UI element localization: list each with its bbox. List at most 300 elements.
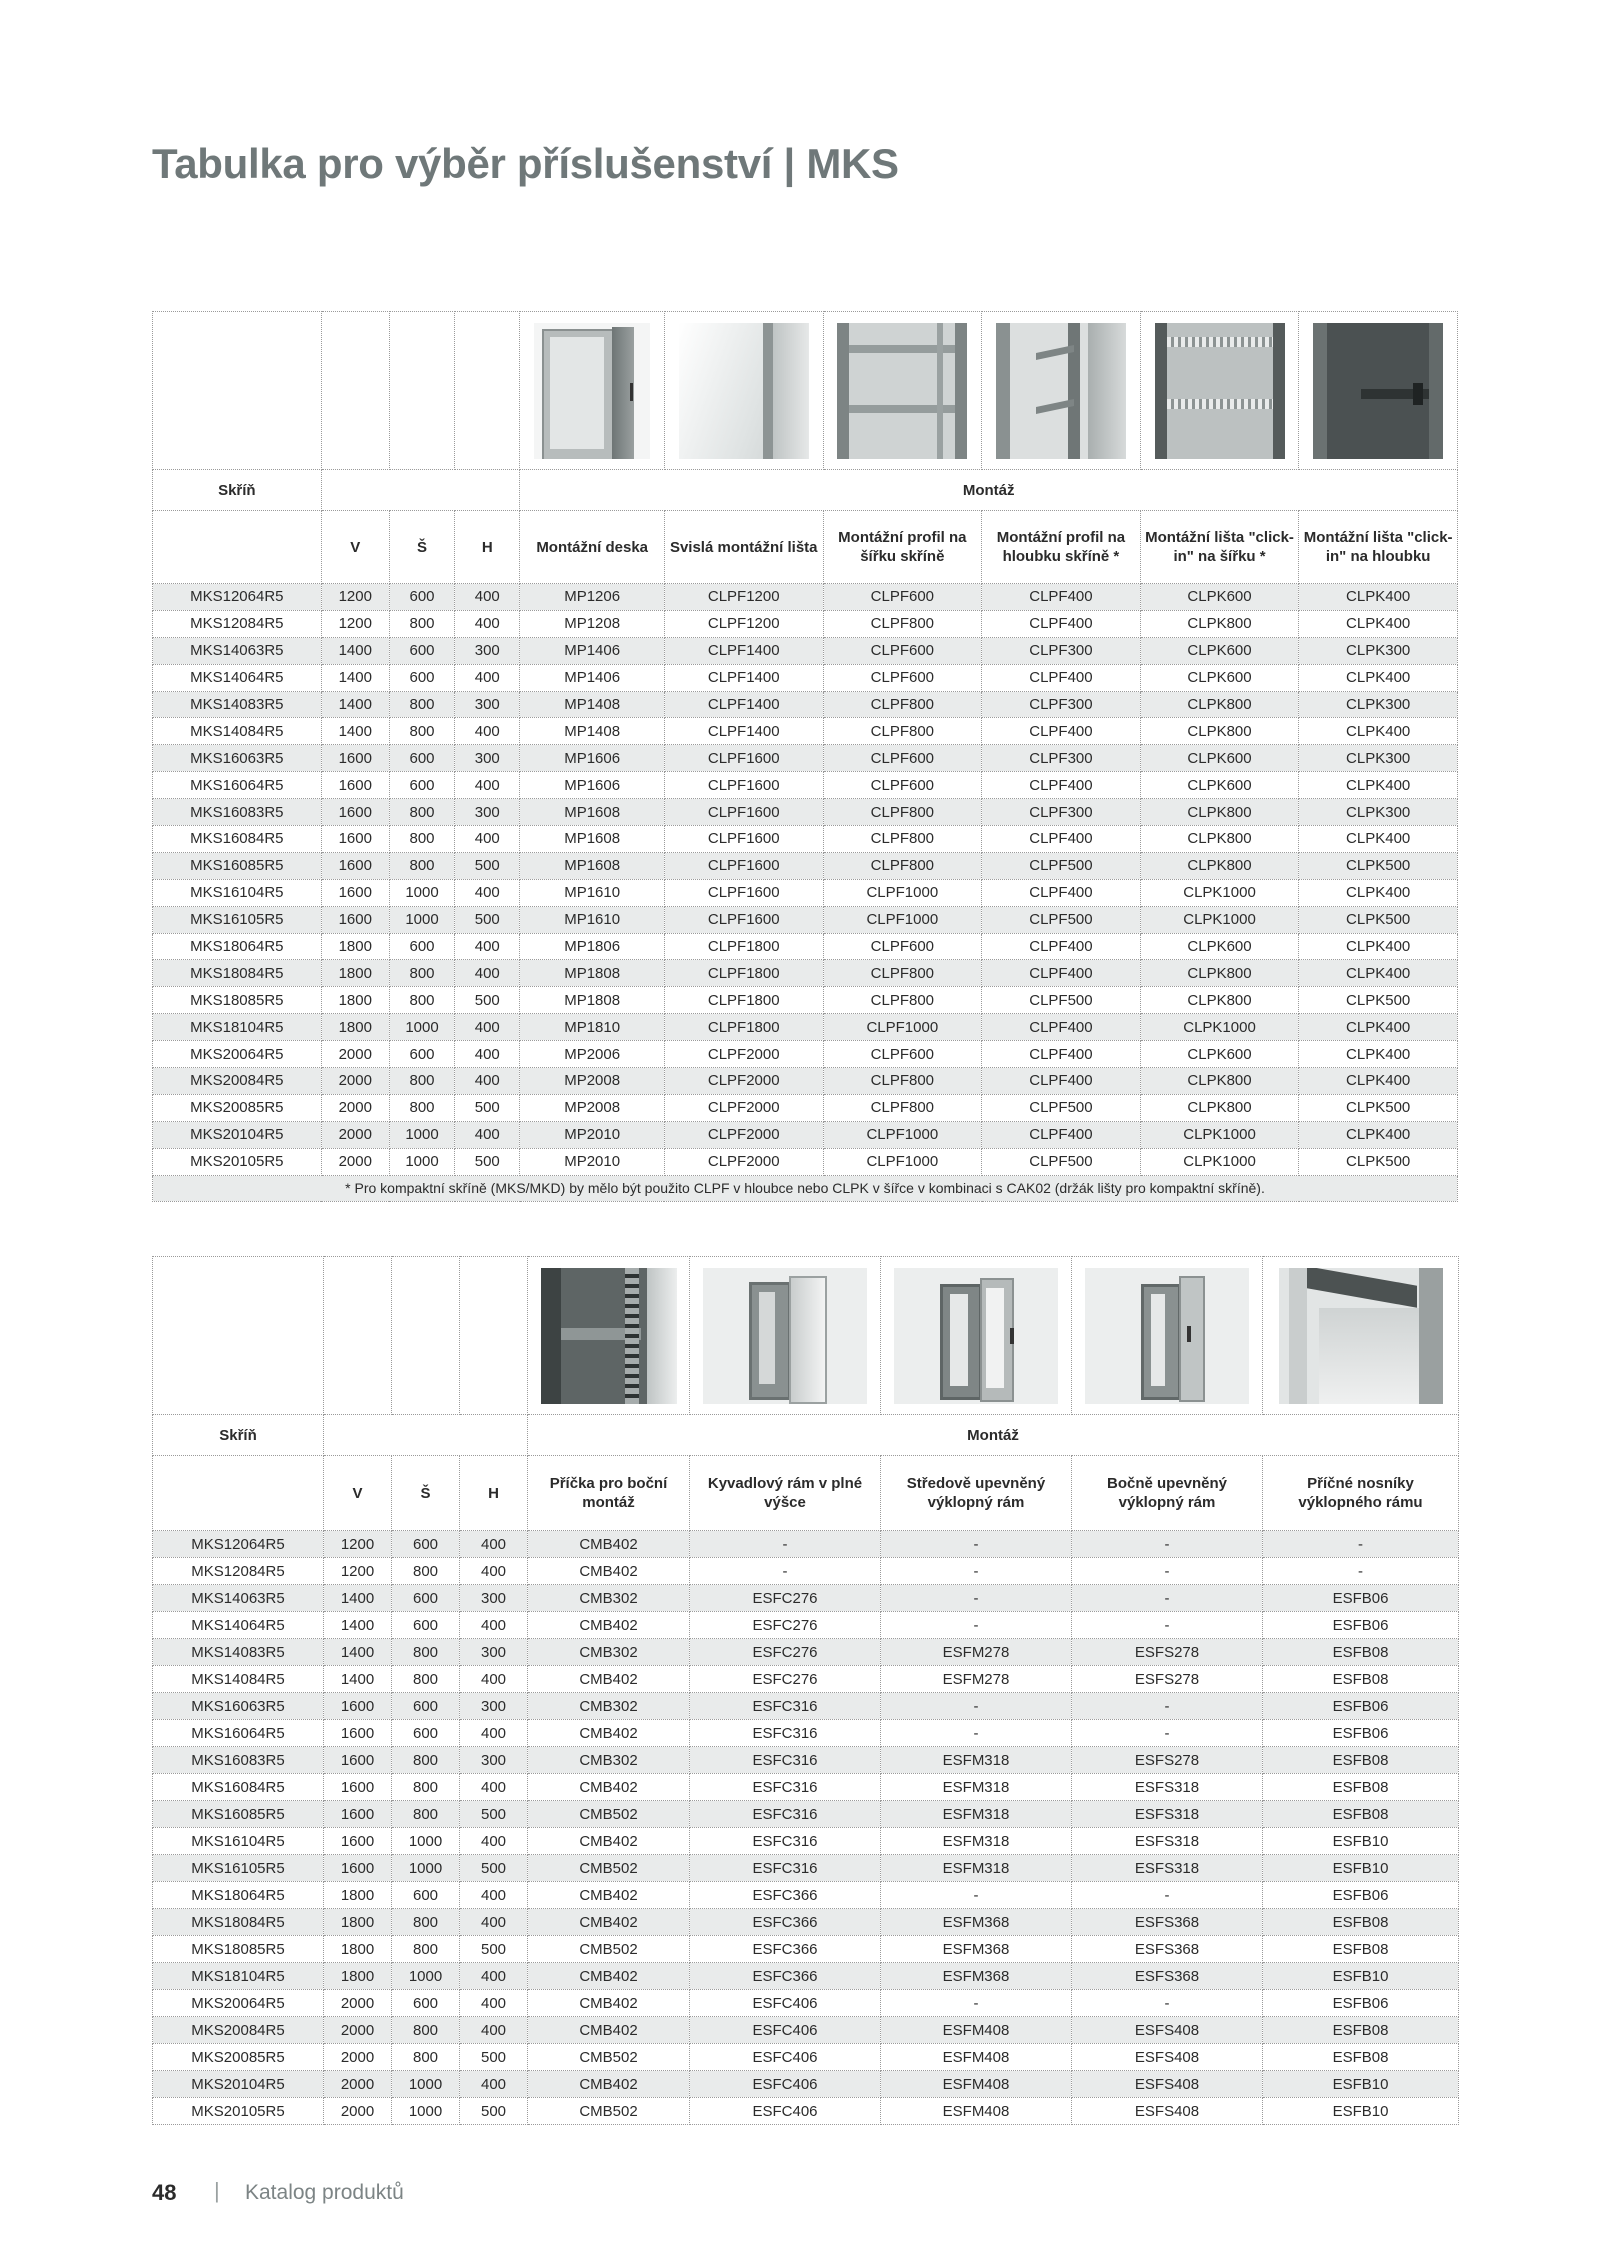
table-cell: ESFM408 (881, 2017, 1072, 2044)
table-cell: CLPF400 (982, 933, 1141, 960)
column-header (153, 511, 322, 584)
table-cell: ESFS368 (1072, 1936, 1263, 1963)
column-header: Svislá montážní lišta (664, 511, 823, 584)
table-cell: 1600 (324, 1801, 392, 1828)
center-swing-frame-photo (881, 1257, 1072, 1415)
table-cell: 800 (389, 852, 454, 879)
table-cell: CLPK500 (1299, 1094, 1458, 1121)
table-cell: 400 (455, 1121, 520, 1148)
table-row (153, 1148, 1458, 1175)
cabinet-code-cell: MKS14083R5 (153, 1639, 324, 1666)
table-row (153, 1720, 1459, 1747)
table-cell: CLPF1000 (823, 879, 982, 906)
table-row (153, 2098, 1459, 2125)
table-cell: ESFC276 (690, 1666, 881, 1693)
table-cell: 500 (460, 1936, 528, 1963)
table-cell: CLPK1000 (1140, 879, 1299, 906)
cabinet-code-cell: MKS16083R5 (153, 799, 322, 826)
empty-cell (460, 1257, 528, 1415)
cabinet-code-cell: MKS16084R5 (153, 1774, 324, 1801)
table-cell: ESFB08 (1263, 1639, 1459, 1666)
table-row (153, 906, 1458, 933)
table-cell: ESFS368 (1072, 1963, 1263, 1990)
cabinet-code-cell: MKS14083R5 (153, 691, 322, 718)
column-header: Středově upevněný výklopný rám (881, 1456, 1072, 1531)
table-cell: - (881, 1558, 1072, 1585)
table-cell: 400 (455, 1068, 520, 1095)
table-cell: CLPK600 (1140, 1041, 1299, 1068)
table-cell: 600 (392, 1882, 460, 1909)
table-cell: 600 (389, 637, 454, 664)
table-cell: ESFM318 (881, 1747, 1072, 1774)
table-cell: CLPF400 (982, 1121, 1141, 1148)
cabinet-code-cell: MKS14084R5 (153, 1666, 324, 1693)
empty-cell (389, 312, 454, 470)
table-cell: 1800 (321, 1014, 389, 1041)
table-cell: 400 (460, 1882, 528, 1909)
cabinet-code-cell: MKS18084R5 (153, 960, 322, 987)
table-cell: ESFB08 (1263, 1774, 1459, 1801)
table-cell: CLPF1600 (664, 879, 823, 906)
table-cell: ESFS278 (1072, 1639, 1263, 1666)
table-cell: 400 (460, 1774, 528, 1801)
table-cell: 800 (392, 1558, 460, 1585)
table-cell: CLPF600 (823, 664, 982, 691)
group-header-cabinet: Skříň (153, 470, 322, 511)
cabinet-code-cell: MKS20105R5 (153, 1148, 322, 1175)
table-cell: MP1406 (520, 637, 665, 664)
table-cell: CLPF300 (982, 691, 1141, 718)
table-cell: ESFB08 (1263, 1747, 1459, 1774)
table-cell: ESFC316 (690, 1693, 881, 1720)
table-cell: CLPF1600 (664, 852, 823, 879)
column-header: Montážní lišta "click-in" na hloubku (1299, 511, 1458, 584)
table-cell: 400 (460, 1666, 528, 1693)
table-cell: - (881, 1990, 1072, 2017)
table-cell: MP1806 (520, 933, 665, 960)
cabinet-code-cell: MKS16064R5 (153, 772, 322, 799)
table-cell: 400 (460, 1531, 528, 1558)
table-cell: ESFM368 (881, 1936, 1072, 1963)
table-cell: 400 (455, 584, 520, 611)
column-header: Montážní profil na šířku skříně (823, 511, 982, 584)
click-in-width-rail-photo (1140, 312, 1299, 470)
empty-cell (321, 312, 389, 470)
table-cell: 2000 (324, 2017, 392, 2044)
cabinet-code-cell: MKS18064R5 (153, 933, 322, 960)
table-cell: MP1810 (520, 1014, 665, 1041)
cabinet-code-cell: MKS12064R5 (153, 584, 322, 611)
cabinet-code-cell: MKS16104R5 (153, 879, 322, 906)
table-cell: CLPF800 (823, 1094, 982, 1121)
table-cell: CLPK800 (1140, 852, 1299, 879)
table-cell: 600 (389, 1041, 454, 1068)
table-cell: ESFB08 (1263, 1936, 1459, 1963)
table-cell: 800 (389, 1094, 454, 1121)
table-cell: - (881, 1693, 1072, 1720)
table-cell: 1800 (321, 960, 389, 987)
table-row (153, 691, 1458, 718)
table-row (153, 1041, 1458, 1068)
table-cell: 400 (460, 2017, 528, 2044)
table-cell: CLPK300 (1299, 745, 1458, 772)
table-cell: MP1808 (520, 960, 665, 987)
table-cell: - (881, 1720, 1072, 1747)
table-cell: 1200 (321, 610, 389, 637)
table-cell: CLPF800 (823, 826, 982, 853)
table-row (153, 1963, 1459, 1990)
table-cell: ESFM368 (881, 1909, 1072, 1936)
table-cell: MP1608 (520, 826, 665, 853)
accessory-table-mounting (152, 311, 1458, 1202)
table-cell: CLPK400 (1299, 664, 1458, 691)
table-cell: CLPF400 (982, 664, 1141, 691)
table-row (153, 1909, 1459, 1936)
table-cell: ESFC316 (690, 1828, 881, 1855)
table-cell: 600 (392, 1612, 460, 1639)
cabinet-code-cell: MKS18104R5 (153, 1963, 324, 1990)
table-cell: - (1072, 1558, 1263, 1585)
table-cell: 800 (392, 1747, 460, 1774)
table-cell: 1600 (324, 1855, 392, 1882)
table-cell: MP1608 (520, 852, 665, 879)
table-cell: ESFM278 (881, 1639, 1072, 1666)
table-cell: CLPK400 (1299, 772, 1458, 799)
column-header: Bočně upevněný výklopný rám (1072, 1456, 1263, 1531)
column-header: Montážní deska (520, 511, 665, 584)
table-cell: MP1610 (520, 906, 665, 933)
cabinet-code-cell: MKS20064R5 (153, 1041, 322, 1068)
table-cell: CLPF800 (823, 718, 982, 745)
table-cell: CLPF500 (982, 852, 1141, 879)
depth-profile-photo (982, 312, 1141, 470)
table-cell: - (1072, 1693, 1263, 1720)
table-cell: CLPK800 (1140, 691, 1299, 718)
table-cell: CLPK1000 (1140, 906, 1299, 933)
table-cell: ESFS408 (1072, 2098, 1263, 2125)
table-cell: 400 (455, 772, 520, 799)
cabinet-code-cell: MKS16105R5 (153, 1855, 324, 1882)
cabinet-code-cell: MKS12084R5 (153, 610, 322, 637)
table-cell: ESFB08 (1263, 1666, 1459, 1693)
table-cell: 600 (389, 772, 454, 799)
cabinet-code-cell: MKS20085R5 (153, 1094, 322, 1121)
table-cell: 800 (392, 1936, 460, 1963)
table-cell: 500 (460, 1855, 528, 1882)
table-cell: CLPF800 (823, 960, 982, 987)
table-cell: CLPF1800 (664, 987, 823, 1014)
table-cell: ESFB06 (1263, 1693, 1459, 1720)
table-row (153, 1828, 1459, 1855)
table-cell: 1000 (389, 1121, 454, 1148)
table-cell: - (1072, 1720, 1263, 1747)
table-cell: CLPF500 (982, 906, 1141, 933)
table-row (153, 1666, 1459, 1693)
table-cell: 800 (392, 2017, 460, 2044)
table-row (153, 637, 1458, 664)
table-cell: CLPF400 (982, 772, 1141, 799)
table-cell: 800 (389, 610, 454, 637)
cabinet-code-cell: MKS12084R5 (153, 1558, 324, 1585)
table-cell: ESFB10 (1263, 1963, 1459, 1990)
table-cell: ESFB08 (1263, 2017, 1459, 2044)
table-cell: CMB402 (528, 1558, 690, 1585)
table-cell: 400 (455, 1041, 520, 1068)
table-cell: CLPF400 (982, 610, 1141, 637)
table-cell: 500 (460, 2098, 528, 2125)
table-row (153, 1693, 1459, 1720)
table-cell: MP1608 (520, 799, 665, 826)
table-cell: 300 (455, 637, 520, 664)
table-cell: ESFC316 (690, 1747, 881, 1774)
table-cell: CLPF1000 (823, 1014, 982, 1041)
table-cell: MP1208 (520, 610, 665, 637)
table-cell: CLPF800 (823, 852, 982, 879)
table-cell: CMB402 (528, 1882, 690, 1909)
table-cell: ESFM318 (881, 1774, 1072, 1801)
table-cell: ESFM408 (881, 2044, 1072, 2071)
table-cell: 1600 (321, 826, 389, 853)
empty-cell (153, 1257, 324, 1415)
cabinet-code-cell: MKS16064R5 (153, 1720, 324, 1747)
group-header-cabinet: Skříň (153, 1415, 324, 1456)
cabinet-code-cell: MKS20084R5 (153, 2017, 324, 2044)
group-header-mounting: Montáž (520, 470, 1458, 511)
cabinet-code-cell: MKS18104R5 (153, 1014, 322, 1041)
cabinet-code-cell: MKS18085R5 (153, 1936, 324, 1963)
table-cell: ESFB08 (1263, 1909, 1459, 1936)
table-cell: CLPF1000 (823, 1148, 982, 1175)
table-cell: 600 (392, 1990, 460, 2017)
table-cell: 800 (392, 2044, 460, 2071)
table-row (153, 1639, 1459, 1666)
table-cell: CLPF600 (823, 772, 982, 799)
table-cell: MP1606 (520, 745, 665, 772)
table-cell: CLPK600 (1140, 745, 1299, 772)
table-cell: 2000 (321, 1121, 389, 1148)
column-header: Š (392, 1456, 460, 1531)
table-cell: ESFS408 (1072, 2017, 1263, 2044)
table-cell: 2000 (324, 2098, 392, 2125)
table-cell: CLPF1200 (664, 610, 823, 637)
table-cell: CLPF1600 (664, 745, 823, 772)
table-cell: 400 (455, 826, 520, 853)
table-cell: CLPF1800 (664, 1014, 823, 1041)
table-cell: ESFC406 (690, 2098, 881, 2125)
table-cell: - (1072, 1612, 1263, 1639)
table-cell: 400 (455, 718, 520, 745)
table-cell: 800 (392, 1801, 460, 1828)
table-cell: - (690, 1558, 881, 1585)
table-cell: ESFM318 (881, 1801, 1072, 1828)
cabinet-code-cell: MKS16063R5 (153, 745, 322, 772)
table-cell: ESFB06 (1263, 1720, 1459, 1747)
table-cell: 2000 (324, 2044, 392, 2071)
table-cell: CLPF600 (823, 584, 982, 611)
table-cell: CLPF1400 (664, 718, 823, 745)
table-cell: 1000 (389, 1148, 454, 1175)
table-cell: CLPK800 (1140, 960, 1299, 987)
table-cell: CMB502 (528, 2098, 690, 2125)
table-cell: CMB402 (528, 2071, 690, 2098)
table-cell: CLPF400 (982, 584, 1141, 611)
table-cell: 500 (460, 2044, 528, 2071)
table-cell: 1200 (324, 1531, 392, 1558)
column-header: Kyvadlový rám v plné výšce (690, 1456, 881, 1531)
cabinet-code-cell: MKS14084R5 (153, 718, 322, 745)
table-cell: 1400 (321, 637, 389, 664)
table-row (153, 584, 1458, 611)
table-cell: CLPK600 (1140, 772, 1299, 799)
table-cell: CMB302 (528, 1693, 690, 1720)
swing-frame-beams-photo (1263, 1257, 1459, 1415)
table-cell: MP2008 (520, 1068, 665, 1095)
table-cell: ESFC276 (690, 1612, 881, 1639)
table-cell: CLPK800 (1140, 718, 1299, 745)
table-cell: 300 (455, 745, 520, 772)
table-cell: - (690, 1531, 881, 1558)
table-cell: CMB502 (528, 2044, 690, 2071)
table-cell: ESFS318 (1072, 1774, 1263, 1801)
table-cell: CLPF500 (982, 987, 1141, 1014)
table-cell: 1400 (321, 691, 389, 718)
table-cell: CLPF1200 (664, 584, 823, 611)
table-cell: ESFC366 (690, 1882, 881, 1909)
table-cell: CMB402 (528, 1666, 690, 1693)
table-cell: 500 (455, 906, 520, 933)
table-row (153, 1855, 1459, 1882)
table-cell: 400 (460, 1909, 528, 1936)
table-cell: CLPF400 (982, 1014, 1141, 1041)
table-cell: ESFS408 (1072, 2071, 1263, 2098)
table-cell: ESFB10 (1263, 1855, 1459, 1882)
table-cell: ESFB08 (1263, 1801, 1459, 1828)
table-cell: - (881, 1882, 1072, 1909)
table-cell: CMB502 (528, 1801, 690, 1828)
table-cell: 1600 (324, 1828, 392, 1855)
table-cell: 400 (460, 1720, 528, 1747)
table-cell: ESFC406 (690, 1990, 881, 2017)
table-cell: CLPK400 (1299, 826, 1458, 853)
table-cell: CLPF1600 (664, 772, 823, 799)
cabinet-code-cell: MKS14064R5 (153, 664, 322, 691)
table-cell: ESFB06 (1263, 1585, 1459, 1612)
table-cell: CLPK600 (1140, 584, 1299, 611)
table-cell: CLPF800 (823, 799, 982, 826)
table-cell: 1000 (389, 879, 454, 906)
table-cell: CLPF300 (982, 799, 1141, 826)
table-cell: CLPK1000 (1140, 1014, 1299, 1041)
column-header: Montážní lišta "click-in" na šířku * (1140, 511, 1299, 584)
table-cell: MP1206 (520, 584, 665, 611)
table-cell: CMB402 (528, 1909, 690, 1936)
group-header-mounting: Montáž (528, 1415, 1459, 1456)
table-cell: 2000 (321, 1094, 389, 1121)
table-cell: CMB302 (528, 1639, 690, 1666)
table-cell: 400 (455, 960, 520, 987)
table-row (153, 1747, 1459, 1774)
table-cell: CLPF400 (982, 879, 1141, 906)
table-cell: ESFB10 (1263, 2071, 1459, 2098)
cabinet-code-cell: MKS20084R5 (153, 1068, 322, 1095)
table-row (153, 718, 1458, 745)
table-cell: - (881, 1612, 1072, 1639)
table-row (153, 960, 1458, 987)
table-cell: MP1406 (520, 664, 665, 691)
table-row (153, 1531, 1459, 1558)
table-cell: MP1606 (520, 772, 665, 799)
table-cell: CLPF1000 (823, 906, 982, 933)
table-cell: 2000 (321, 1068, 389, 1095)
table-cell: ESFB06 (1263, 1612, 1459, 1639)
table-cell: CMB402 (528, 2017, 690, 2044)
table-cell: ESFB10 (1263, 2098, 1459, 2125)
mounting-plate-photo (520, 312, 665, 470)
table-cell: ESFB06 (1263, 1882, 1459, 1909)
table-cell: CMB502 (528, 1936, 690, 1963)
table-cell: 600 (392, 1585, 460, 1612)
cabinet-code-cell: MKS16063R5 (153, 1693, 324, 1720)
table-cell: CLPK400 (1299, 960, 1458, 987)
table-cell: 400 (455, 933, 520, 960)
table-cell: 1600 (324, 1774, 392, 1801)
table-cell: CLPK400 (1299, 879, 1458, 906)
table-row (153, 2017, 1459, 2044)
table-cell: CLPF800 (823, 610, 982, 637)
empty-cell (455, 312, 520, 470)
table-cell: CLPF2000 (664, 1148, 823, 1175)
table-cell: CMB402 (528, 1531, 690, 1558)
table-cell: - (1263, 1531, 1459, 1558)
table-cell: CLPK400 (1299, 933, 1458, 960)
table-row (153, 1936, 1459, 1963)
table-cell: CLPK800 (1140, 799, 1299, 826)
table-cell: CLPF1400 (664, 691, 823, 718)
cabinet-code-cell: MKS18084R5 (153, 1909, 324, 1936)
vertical-rail-photo (664, 312, 823, 470)
cabinet-code-cell: MKS20104R5 (153, 2071, 324, 2098)
side-swing-frame-photo (1072, 1257, 1263, 1415)
table-cell: CMB402 (528, 1990, 690, 2017)
table-cell: ESFS278 (1072, 1666, 1263, 1693)
cabinet-code-cell: MKS20064R5 (153, 1990, 324, 2017)
table-cell: CLPF2000 (664, 1041, 823, 1068)
table-row (153, 933, 1458, 960)
table-cell: CLPF1400 (664, 664, 823, 691)
table-cell: CLPF1800 (664, 960, 823, 987)
table-cell: CMB402 (528, 1828, 690, 1855)
table-cell: ESFC406 (690, 2044, 881, 2071)
table-cell: CLPK500 (1299, 852, 1458, 879)
table-cell: CLPK500 (1299, 906, 1458, 933)
table-cell: ESFC366 (690, 1963, 881, 1990)
table-cell: CLPF400 (982, 960, 1141, 987)
table-cell: ESFB08 (1263, 2044, 1459, 2071)
table-cell: CMB302 (528, 1585, 690, 1612)
table-cell: 1000 (392, 2071, 460, 2098)
empty-cell (324, 1415, 528, 1456)
table-cell: ESFS278 (1072, 1747, 1263, 1774)
table-cell: 1600 (324, 1747, 392, 1774)
table-cell: CLPK800 (1140, 1094, 1299, 1121)
table-cell: ESFB10 (1263, 1828, 1459, 1855)
table-row (153, 610, 1458, 637)
table-cell: CLPF300 (982, 637, 1141, 664)
click-in-depth-rail-photo (1299, 312, 1458, 470)
cabinet-code-cell: MKS18085R5 (153, 987, 322, 1014)
table-cell: 2000 (324, 1990, 392, 2017)
table-cell: 1000 (392, 1828, 460, 1855)
